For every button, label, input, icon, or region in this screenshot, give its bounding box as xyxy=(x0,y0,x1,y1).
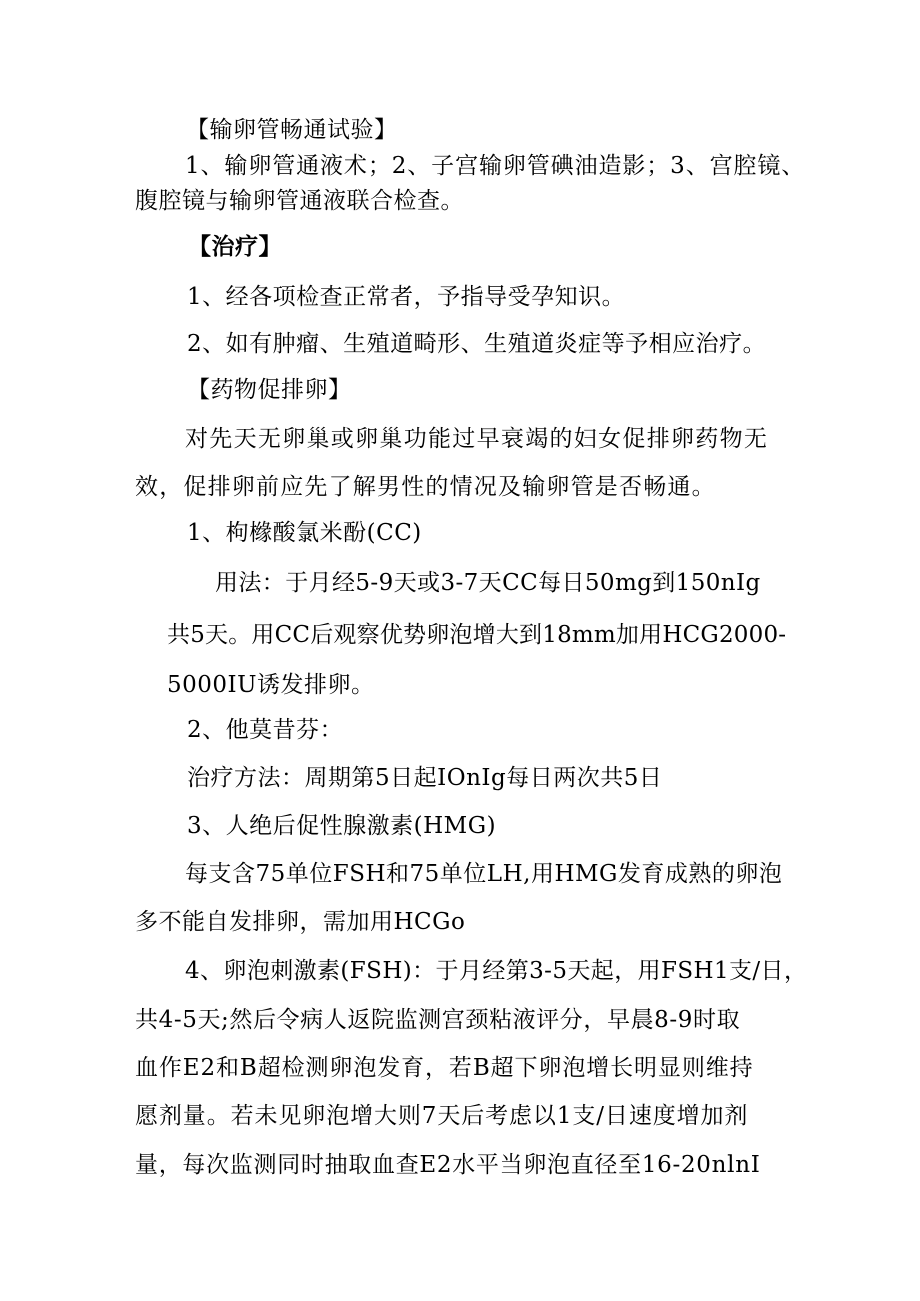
paragraph-line: 量，每次监测同时抽取血查E2水平当卵泡直径至16-20nlnI xyxy=(135,1152,761,1178)
heading-ovulation-drugs: 【药物促排卵】 xyxy=(187,377,352,403)
paragraph-line: 多不能自发排卵，需加用HCGo xyxy=(135,909,466,935)
paragraph-line: 共5天。用CC后观察优势卵泡增大到18mm加用HCG2000- xyxy=(167,622,787,648)
paragraph-line: 1、枸橼酸氯米酚(CC) xyxy=(187,520,422,546)
paragraph-line: 共4-5天;然后令病人返院监测宫颈粘液评分，早晨8-9时取 xyxy=(135,1007,741,1033)
paragraph-line: 每支含75单位FSH和75单位LH,用HMG发育成熟的卵泡 xyxy=(185,861,783,887)
paragraph-line: 1、输卵管通液术；2、子宫输卵管碘油造影；3、宫腔镜、 xyxy=(185,153,806,179)
paragraph-line: 用法：于月经5-9天或3-7天CC每日50mg到150nIg xyxy=(215,570,761,596)
paragraph-line: 3、人绝后促性腺激素(HMG) xyxy=(187,813,497,839)
paragraph-line: 治疗方法：周期第5日起IOnIg每日两次共5日 xyxy=(187,765,663,791)
paragraph-line: 效，促排卵前应先了解男性的情况及输卵管是否畅通。 xyxy=(135,474,716,500)
paragraph-line: 4、卵泡刺激素(FSH)：于月经第3-5天起，用FSH1支/日， xyxy=(185,958,808,984)
paragraph-line: 2、他莫昔芬： xyxy=(187,717,344,743)
paragraph-line: 2、如有肿瘤、生殖道畸形、生殖道炎症等予相应治疗。 xyxy=(187,331,767,357)
paragraph-line: 愿剂量。若未见卵泡增大则7天后考虑以1支/日速度增加剂 xyxy=(135,1103,749,1129)
heading-treatment: 【治疗】 xyxy=(188,233,282,260)
paragraph-line: 血作E2和B超检测卵泡发育，若B超下卵泡增长明显则维持 xyxy=(135,1055,754,1081)
paragraph-line: 1、经各项检查正常者，予指导受孕知识。 xyxy=(187,284,626,310)
paragraph-line: 对先天无卵巢或卵巢功能过早衰竭的妇女促排卵药物无 xyxy=(185,426,769,452)
paragraph-line: 5000IU诱发排卵。 xyxy=(167,672,375,698)
heading-tubal-patency-test: 【输卵管畅通试验】 xyxy=(186,117,398,143)
paragraph-line: 腹腔镜与输卵管通液联合检查。 xyxy=(135,188,464,214)
